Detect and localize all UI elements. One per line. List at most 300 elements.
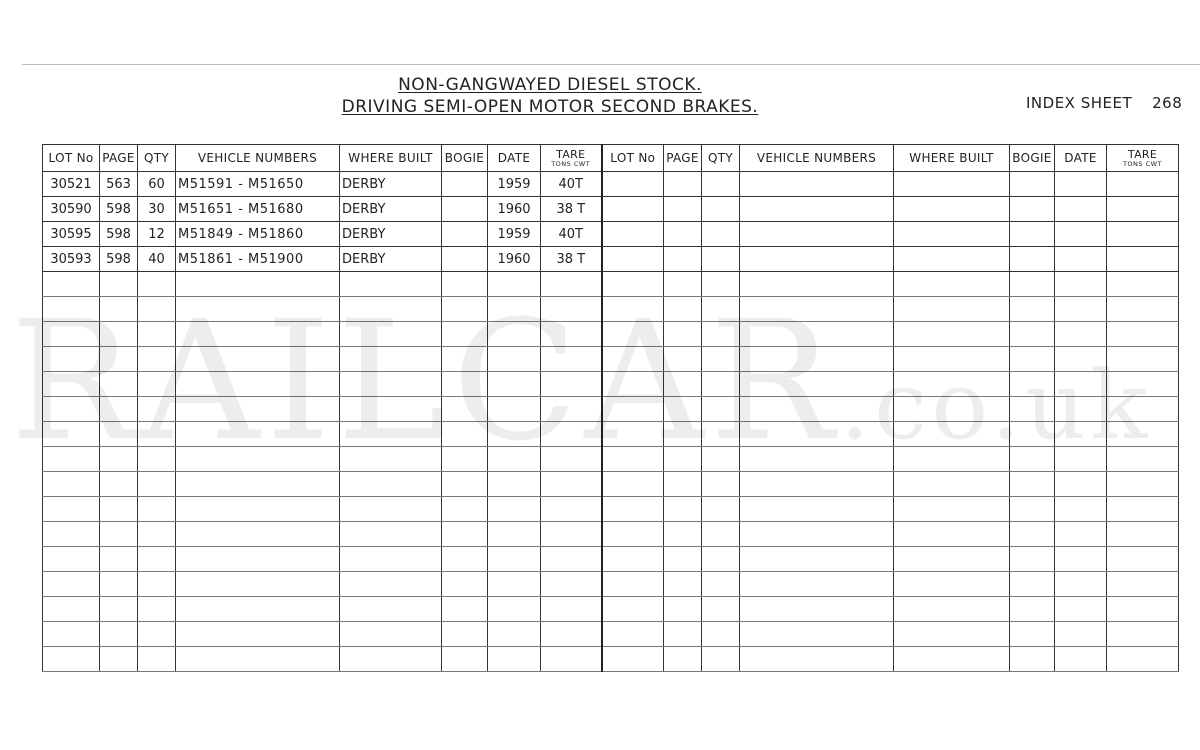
table-row — [43, 172, 1179, 197]
cell-empty — [43, 622, 100, 647]
cell-empty — [1107, 322, 1179, 347]
cell-empty — [340, 397, 442, 422]
cell-tare: 38 T — [541, 247, 602, 272]
cell-empty — [702, 647, 740, 672]
index-sheet — [1026, 94, 1182, 112]
cell-empty — [1010, 322, 1055, 347]
cell-empty — [1107, 497, 1179, 522]
cell-empty — [1055, 622, 1107, 647]
cell-empty — [602, 222, 664, 247]
table-header-row — [43, 145, 1179, 172]
cell-empty — [176, 347, 340, 372]
table-row-empty — [43, 422, 1179, 447]
cell-empty — [1010, 447, 1055, 472]
cell-empty — [100, 547, 138, 572]
cell-empty — [138, 372, 176, 397]
cell-date: 1960 — [488, 197, 541, 222]
cell-qty: 60 — [138, 172, 176, 197]
title-line-2: DRIVING SEMI-OPEN MOTOR SECOND BRAKES. — [341, 97, 759, 117]
cell-empty — [740, 547, 894, 572]
cell-empty — [1010, 172, 1055, 197]
cell-empty — [488, 522, 541, 547]
cell-empty — [138, 597, 176, 622]
table-row-empty — [43, 397, 1179, 422]
cell-empty — [43, 597, 100, 622]
cell-empty — [100, 647, 138, 672]
stock-table — [42, 144, 1179, 672]
header-tare-units: TONS CWT — [551, 159, 591, 168]
cell-empty — [740, 472, 894, 497]
cell-empty — [1055, 522, 1107, 547]
cell-empty — [138, 297, 176, 322]
cell-empty — [488, 447, 541, 472]
cell-empty — [1055, 347, 1107, 372]
cell-empty — [894, 522, 1010, 547]
cell-empty — [1055, 497, 1107, 522]
cell-empty — [602, 322, 664, 347]
cell-empty — [43, 347, 100, 372]
cell-empty — [176, 322, 340, 347]
cell-empty — [176, 447, 340, 472]
cell-empty — [442, 272, 488, 297]
cell-empty — [702, 522, 740, 547]
cell-empty — [1107, 297, 1179, 322]
cell-empty — [702, 197, 740, 222]
cell-bogie — [442, 172, 488, 197]
cell-empty — [100, 522, 138, 547]
cell-empty — [488, 322, 541, 347]
cell-empty — [138, 647, 176, 672]
table-row-empty — [43, 472, 1179, 497]
cell-empty — [602, 297, 664, 322]
cell-empty — [602, 447, 664, 472]
cell-empty — [894, 572, 1010, 597]
cell-empty — [138, 322, 176, 347]
cell-empty — [176, 622, 340, 647]
cell-empty — [340, 597, 442, 622]
cell-empty — [138, 622, 176, 647]
header-page-2: PAGE — [664, 145, 702, 172]
cell-empty — [1055, 372, 1107, 397]
cell-empty — [442, 547, 488, 572]
cell-empty — [442, 372, 488, 397]
cell-empty — [138, 347, 176, 372]
cell-empty — [894, 547, 1010, 572]
table-row-empty — [43, 322, 1179, 347]
cell-empty — [702, 447, 740, 472]
cell-empty — [100, 622, 138, 647]
cell-empty — [488, 397, 541, 422]
index-sheet-label: INDEX SHEET — [1026, 94, 1133, 112]
cell-empty — [43, 272, 100, 297]
cell-empty — [541, 397, 602, 422]
cell-empty — [664, 597, 702, 622]
header-page: PAGE — [100, 145, 138, 172]
cell-empty — [894, 247, 1010, 272]
cell-empty — [740, 347, 894, 372]
header-date: DATE — [488, 145, 541, 172]
cell-empty — [488, 347, 541, 372]
cell-empty — [740, 622, 894, 647]
header-bogie-2: BOGIE — [1010, 145, 1055, 172]
cell-empty — [1055, 647, 1107, 672]
cell-lot: 30593 — [43, 247, 100, 272]
cell-empty — [602, 422, 664, 447]
cell-empty — [541, 372, 602, 397]
cell-empty — [442, 622, 488, 647]
cell-empty — [43, 322, 100, 347]
header-qty: QTY — [138, 145, 176, 172]
cell-empty — [740, 197, 894, 222]
cell-empty — [1107, 347, 1179, 372]
cell-empty — [340, 272, 442, 297]
cell-empty — [442, 397, 488, 422]
cell-empty — [488, 647, 541, 672]
cell-empty — [488, 547, 541, 572]
cell-empty — [894, 372, 1010, 397]
cell-empty — [340, 472, 442, 497]
cell-empty — [740, 297, 894, 322]
cell-empty — [488, 372, 541, 397]
cell-empty — [740, 272, 894, 297]
cell-empty — [1010, 422, 1055, 447]
cell-empty — [1107, 597, 1179, 622]
cell-empty — [1055, 397, 1107, 422]
cell-empty — [1010, 522, 1055, 547]
cell-empty — [664, 647, 702, 672]
cell-empty — [740, 497, 894, 522]
table-row — [43, 222, 1179, 247]
cell-empty — [176, 572, 340, 597]
cell-empty — [664, 422, 702, 447]
cell-empty — [894, 597, 1010, 622]
cell-empty — [100, 272, 138, 297]
cell-empty — [702, 422, 740, 447]
cell-empty — [176, 522, 340, 547]
cell-page: 563 — [100, 172, 138, 197]
cell-empty — [442, 522, 488, 547]
cell-empty — [442, 572, 488, 597]
cell-empty — [894, 447, 1010, 472]
cell-empty — [664, 172, 702, 197]
cell-empty — [664, 397, 702, 422]
cell-empty — [340, 572, 442, 597]
cell-empty — [1010, 497, 1055, 522]
header-tare-units-2: TONS CWT — [1122, 159, 1163, 168]
header-qty-2: QTY — [702, 145, 740, 172]
watermark-main: RAILCAR — [10, 285, 840, 477]
cell-empty — [340, 347, 442, 372]
cell-empty — [1107, 547, 1179, 572]
cell-empty — [1010, 472, 1055, 497]
cell-empty — [602, 472, 664, 497]
table-row-empty — [43, 297, 1179, 322]
cell-empty — [702, 597, 740, 622]
cell-empty — [894, 197, 1010, 222]
cell-page: 598 — [100, 222, 138, 247]
cell-empty — [1010, 297, 1055, 322]
page-top-rule — [22, 64, 1200, 65]
cell-empty — [442, 347, 488, 372]
cell-empty — [1055, 222, 1107, 247]
table-row-empty — [43, 272, 1179, 297]
cell-empty — [176, 272, 340, 297]
cell-empty — [740, 422, 894, 447]
cell-empty — [602, 647, 664, 672]
cell-empty — [602, 372, 664, 397]
cell-empty — [664, 622, 702, 647]
cell-empty — [664, 372, 702, 397]
cell-empty — [702, 397, 740, 422]
cell-empty — [176, 297, 340, 322]
cell-empty — [602, 497, 664, 522]
cell-where-built: DERBY — [340, 222, 442, 247]
cell-empty — [894, 222, 1010, 247]
cell-empty — [176, 372, 340, 397]
header-bogie: BOGIE — [442, 145, 488, 172]
cell-empty — [541, 297, 602, 322]
cell-empty — [740, 322, 894, 347]
cell-empty — [740, 597, 894, 622]
cell-empty — [1107, 397, 1179, 422]
table-row — [43, 247, 1179, 272]
cell-lot: 30590 — [43, 197, 100, 222]
cell-empty — [702, 222, 740, 247]
cell-empty — [43, 372, 100, 397]
cell-empty — [702, 347, 740, 372]
cell-empty — [138, 522, 176, 547]
cell-empty — [176, 472, 340, 497]
header-where-built: WHERE BUILT — [340, 145, 442, 172]
cell-empty — [664, 447, 702, 472]
cell-empty — [1107, 447, 1179, 472]
cell-empty — [740, 397, 894, 422]
cell-empty — [138, 422, 176, 447]
cell-empty — [43, 397, 100, 422]
cell-empty — [740, 447, 894, 472]
cell-page: 598 — [100, 197, 138, 222]
cell-empty — [100, 397, 138, 422]
cell-empty — [1010, 372, 1055, 397]
cell-empty — [488, 622, 541, 647]
watermark-suffix: .co.uk — [839, 351, 1152, 461]
cell-empty — [740, 247, 894, 272]
cell-empty — [541, 447, 602, 472]
cell-empty — [1107, 422, 1179, 447]
cell-empty — [740, 647, 894, 672]
cell-empty — [176, 422, 340, 447]
cell-empty — [442, 647, 488, 672]
cell-empty — [442, 422, 488, 447]
cell-empty — [100, 597, 138, 622]
cell-date: 1960 — [488, 247, 541, 272]
cell-empty — [894, 472, 1010, 497]
cell-empty — [702, 272, 740, 297]
cell-empty — [340, 372, 442, 397]
header-lot-no: LOT No — [43, 145, 100, 172]
cell-empty — [43, 297, 100, 322]
cell-date: 1959 — [488, 222, 541, 247]
cell-empty — [541, 572, 602, 597]
cell-empty — [664, 522, 702, 547]
cell-empty — [43, 497, 100, 522]
cell-empty — [1010, 397, 1055, 422]
cell-qty: 40 — [138, 247, 176, 272]
cell-empty — [43, 647, 100, 672]
cell-empty — [1107, 172, 1179, 197]
cell-empty — [488, 297, 541, 322]
cell-empty — [340, 322, 442, 347]
cell-empty — [1010, 272, 1055, 297]
cell-empty — [138, 447, 176, 472]
cell-empty — [43, 522, 100, 547]
header-tare — [541, 145, 602, 172]
cell-empty — [1055, 272, 1107, 297]
cell-empty — [1107, 572, 1179, 597]
cell-empty — [176, 547, 340, 572]
cell-empty — [1107, 622, 1179, 647]
cell-empty — [541, 347, 602, 372]
cell-empty — [1010, 197, 1055, 222]
table-row — [43, 197, 1179, 222]
cell-empty — [340, 547, 442, 572]
table-row-empty — [43, 447, 1179, 472]
cell-empty — [488, 422, 541, 447]
cell-empty — [100, 322, 138, 347]
cell-empty — [1055, 547, 1107, 572]
cell-empty — [894, 297, 1010, 322]
cell-empty — [1055, 572, 1107, 597]
cell-empty — [176, 647, 340, 672]
cell-empty — [1055, 247, 1107, 272]
cell-empty — [176, 597, 340, 622]
title-line-1: NON-GANGWAYED DIESEL STOCK. — [398, 75, 702, 95]
cell-empty — [442, 322, 488, 347]
cell-empty — [100, 422, 138, 447]
cell-empty — [1055, 447, 1107, 472]
cell-empty — [1010, 622, 1055, 647]
cell-tare: 38 T — [541, 197, 602, 222]
cell-empty — [340, 447, 442, 472]
cell-empty — [602, 572, 664, 597]
cell-empty — [1055, 597, 1107, 622]
cell-empty — [541, 522, 602, 547]
cell-empty — [442, 497, 488, 522]
cell-bogie — [442, 222, 488, 247]
cell-empty — [702, 372, 740, 397]
cell-empty — [340, 422, 442, 447]
table-row-empty — [43, 347, 1179, 372]
cell-empty — [138, 472, 176, 497]
cell-empty — [894, 497, 1010, 522]
cell-empty — [740, 372, 894, 397]
cell-empty — [1055, 197, 1107, 222]
cell-where-built: DERBY — [340, 197, 442, 222]
cell-empty — [541, 322, 602, 347]
cell-lot: 30595 — [43, 222, 100, 247]
cell-empty — [702, 472, 740, 497]
cell-empty — [541, 272, 602, 297]
cell-empty — [1107, 247, 1179, 272]
cell-empty — [1107, 197, 1179, 222]
cell-empty — [1107, 272, 1179, 297]
cell-empty — [1010, 647, 1055, 672]
cell-empty — [702, 497, 740, 522]
cell-empty — [602, 522, 664, 547]
cell-empty — [1010, 597, 1055, 622]
cell-empty — [702, 572, 740, 597]
cell-empty — [488, 572, 541, 597]
header-where-built-2: WHERE BUILT — [894, 145, 1010, 172]
cell-empty — [894, 622, 1010, 647]
cell-empty — [740, 222, 894, 247]
cell-empty — [894, 322, 1010, 347]
cell-empty — [702, 622, 740, 647]
cell-empty — [43, 572, 100, 597]
cell-empty — [138, 397, 176, 422]
cell-vehicle-numbers: M51591 - M51650 — [176, 172, 340, 197]
cell-empty — [894, 172, 1010, 197]
cell-empty — [541, 597, 602, 622]
cell-empty — [340, 297, 442, 322]
cell-empty — [1010, 547, 1055, 572]
cell-empty — [138, 272, 176, 297]
table-row-empty — [43, 647, 1179, 672]
cell-empty — [100, 572, 138, 597]
cell-empty — [740, 572, 894, 597]
cell-empty — [894, 347, 1010, 372]
cell-empty — [1010, 572, 1055, 597]
cell-empty — [602, 247, 664, 272]
cell-empty — [664, 322, 702, 347]
cell-empty — [702, 322, 740, 347]
cell-empty — [340, 622, 442, 647]
cell-vehicle-numbers: M51849 - M51860 — [176, 222, 340, 247]
cell-empty — [702, 247, 740, 272]
cell-empty — [664, 272, 702, 297]
cell-tare: 40T — [541, 172, 602, 197]
cell-empty — [602, 622, 664, 647]
cell-qty: 30 — [138, 197, 176, 222]
cell-empty — [442, 447, 488, 472]
cell-empty — [1055, 472, 1107, 497]
cell-bogie — [442, 247, 488, 272]
cell-empty — [602, 197, 664, 222]
cell-empty — [1055, 422, 1107, 447]
cell-empty — [442, 297, 488, 322]
cell-empty — [894, 647, 1010, 672]
cell-qty: 12 — [138, 222, 176, 247]
header-vehicle-numbers: VEHICLE NUMBERS — [176, 145, 340, 172]
cell-empty — [702, 297, 740, 322]
cell-lot: 30521 — [43, 172, 100, 197]
cell-empty — [1107, 372, 1179, 397]
cell-empty — [43, 422, 100, 447]
table-row-empty — [43, 597, 1179, 622]
cell-empty — [894, 397, 1010, 422]
cell-empty — [664, 222, 702, 247]
cell-empty — [702, 547, 740, 572]
cell-empty — [664, 347, 702, 372]
cell-empty — [1107, 472, 1179, 497]
cell-empty — [541, 647, 602, 672]
cell-empty — [664, 547, 702, 572]
cell-empty — [602, 172, 664, 197]
cell-empty — [740, 522, 894, 547]
cell-empty — [602, 597, 664, 622]
cell-empty — [43, 547, 100, 572]
cell-where-built: DERBY — [340, 247, 442, 272]
